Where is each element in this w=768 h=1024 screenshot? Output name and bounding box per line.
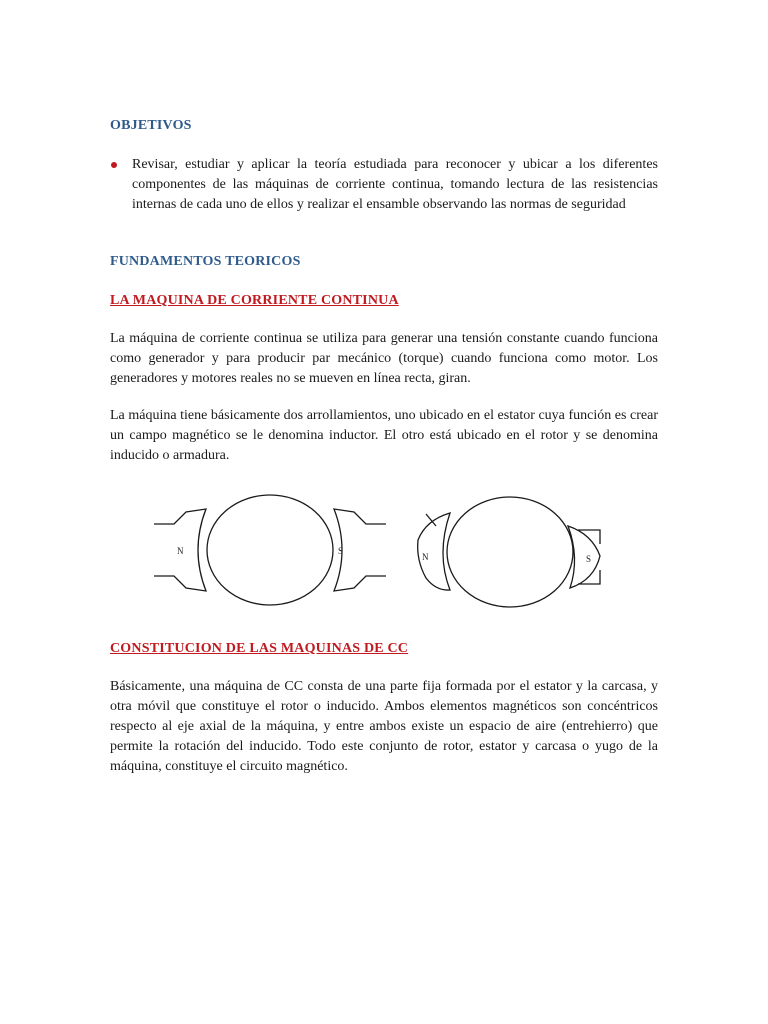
dc-machine-diagram xyxy=(140,488,620,612)
left-machine-north-label: N xyxy=(177,546,184,556)
constitucion-heading: CONSTITUCION DE LAS MAQUINAS DE CC xyxy=(110,641,409,656)
machine-crescent-poles xyxy=(418,497,600,607)
maquina-paragraph-2: La máquina tiene básicamente dos arrollamientos, uno ubicado en el estator cuya función es crear un campo magnético se le denomina inductor. El otro está ubicado en el rotor y se denomina inducido o armadura. xyxy=(110,408,658,463)
machine-straight-poles xyxy=(154,495,386,605)
left-machine-south-label: S xyxy=(338,546,344,556)
dc-machine-diagram-svg xyxy=(140,488,620,612)
maquina-paragraph-1: La máquina de corriente continua se utiliza para generar una tensión constante cuando funciona como generador y para producir par mecánico (torque) cuando funciona como motor. Los generadores y motores reales no se mueven en línea recta, giran. xyxy=(110,331,658,386)
maquina-heading: LA MAQUINA DE CORRIENTE CONTINUA xyxy=(110,293,399,308)
list-item xyxy=(110,155,658,215)
objetivos-list xyxy=(110,155,658,215)
objetivos-text: Revisar, estudiar y aplicar la teoría estudiada para reconocer y ubicar a los diferentes componentes de las máquinas de corriente continua, tomando lectura de las resistencias internas de cada uno de ellos y realizar el ensamble observando las normas de seguridad xyxy=(132,157,658,212)
right-machine-south-label: S xyxy=(586,554,592,564)
constitucion-paragraph: Básicamente, una máquina de CC consta de una parte fija formada por el estator y la carcasa, y otra móvil que constituye el rotor o inducido. Ambos elementos magnéticos son concéntricos respecto al eje axial de la máquina, y entre ambos existe un espacio de aire (entrehierro) que permite la rotación del inducido. Todo este conjunto de rotor, estator y carcasa o yugo de la máquina, constituye el circuito magnético. xyxy=(110,679,658,774)
rotor-circle-left xyxy=(207,495,333,605)
fundamentos-heading: FUNDAMENTOS TEORICOS xyxy=(110,254,301,269)
right-machine-north-label: N xyxy=(422,552,429,562)
bullet-icon xyxy=(111,162,117,168)
objetivos-heading: OBJETIVOS xyxy=(110,118,192,133)
rotor-circle-right xyxy=(447,497,573,607)
